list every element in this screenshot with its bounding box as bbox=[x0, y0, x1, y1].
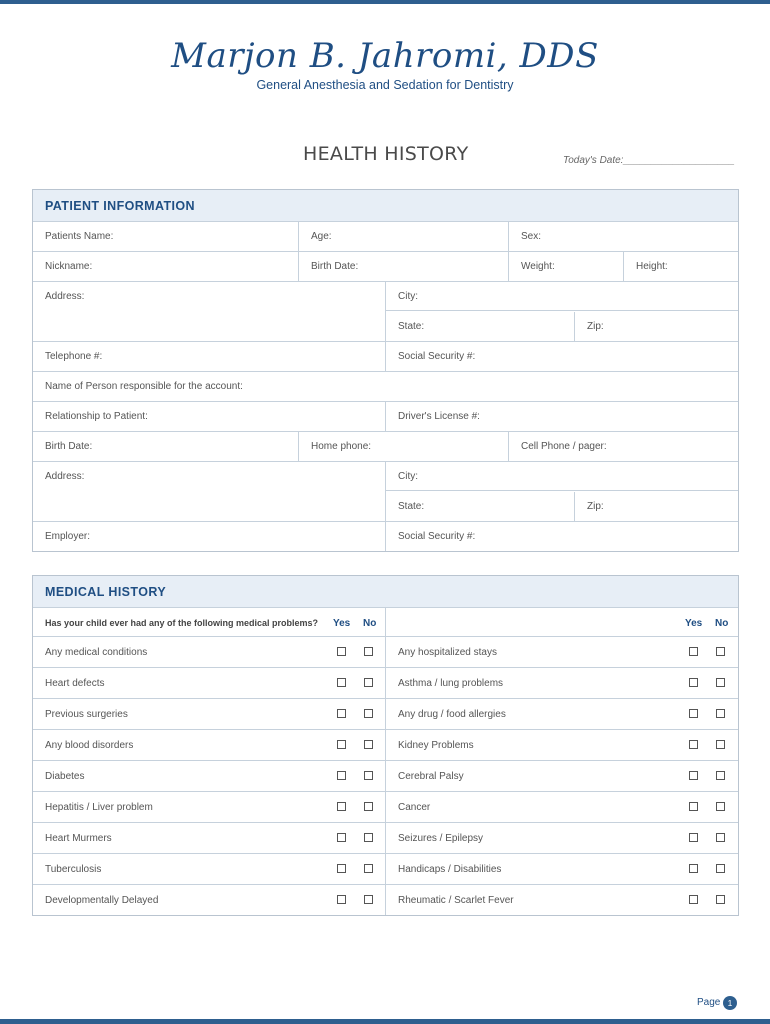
column-divider bbox=[385, 699, 386, 729]
medical-history-row bbox=[33, 761, 738, 792]
medical-history-column-header bbox=[33, 608, 738, 637]
medical-history-row bbox=[33, 854, 738, 885]
field-label: Weight: bbox=[521, 261, 555, 272]
condition-label: Tuberculosis bbox=[45, 864, 102, 875]
page-number-badge: 1 bbox=[723, 996, 737, 1010]
condition-label: Cancer bbox=[398, 802, 431, 813]
responsible-person-field[interactable] bbox=[33, 372, 738, 401]
yes-checkbox[interactable] bbox=[337, 771, 346, 780]
practice-name: Marjon B. Jahromi, DDS bbox=[171, 36, 599, 76]
responsible-city-field[interactable] bbox=[386, 462, 738, 491]
condition-label: Heart Murmers bbox=[45, 833, 112, 844]
no-checkbox[interactable] bbox=[364, 709, 373, 718]
yes-checkbox[interactable] bbox=[689, 709, 698, 718]
field-label: Height: bbox=[636, 261, 668, 272]
column-divider bbox=[385, 730, 386, 760]
field-label: City: bbox=[398, 471, 418, 482]
telephone-field[interactable] bbox=[33, 342, 385, 371]
medical-history-row bbox=[33, 730, 738, 761]
nickname-field[interactable] bbox=[33, 252, 298, 281]
yes-checkbox[interactable] bbox=[337, 864, 346, 873]
page-title: HEALTH HISTORY bbox=[303, 143, 469, 165]
form-row bbox=[33, 462, 738, 522]
no-checkbox[interactable] bbox=[716, 895, 725, 904]
no-checkbox[interactable] bbox=[716, 771, 725, 780]
state-zip-row bbox=[386, 492, 738, 521]
form-row bbox=[33, 282, 738, 342]
letterhead bbox=[0, 36, 770, 92]
zip-field[interactable] bbox=[574, 312, 739, 341]
yes-checkbox[interactable] bbox=[689, 833, 698, 842]
no-checkbox[interactable] bbox=[716, 740, 725, 749]
field-label: Telephone #: bbox=[45, 351, 103, 362]
condition-label: Seizures / Epilepsy bbox=[398, 833, 484, 844]
cell-phone-field[interactable] bbox=[508, 432, 738, 461]
form-row bbox=[33, 432, 738, 462]
field-label: Address: bbox=[45, 291, 85, 302]
state-field[interactable] bbox=[386, 312, 574, 341]
column-divider bbox=[385, 668, 386, 698]
patients-name-field[interactable] bbox=[33, 222, 298, 251]
medical-history-row bbox=[33, 823, 738, 854]
city-field[interactable] bbox=[386, 282, 738, 311]
no-checkbox[interactable] bbox=[364, 771, 373, 780]
column-divider bbox=[385, 608, 386, 636]
column-divider bbox=[385, 792, 386, 822]
social-security-field[interactable] bbox=[385, 342, 738, 371]
top-accent-bar bbox=[0, 0, 770, 4]
relationship-field[interactable] bbox=[33, 402, 385, 431]
column-divider bbox=[385, 637, 386, 667]
employer-field[interactable] bbox=[33, 522, 385, 551]
field-label: Nickname: bbox=[45, 261, 93, 272]
responsible-birth-date-field[interactable] bbox=[33, 432, 298, 461]
form-row bbox=[33, 372, 738, 402]
field-label: Patients Name: bbox=[45, 231, 114, 242]
field-label: Employer: bbox=[45, 531, 91, 542]
medical-history-row bbox=[33, 885, 738, 915]
responsible-city-state-zip-group bbox=[385, 462, 738, 521]
condition-label: Any blood disorders bbox=[45, 740, 134, 751]
no-checkbox[interactable] bbox=[364, 740, 373, 749]
no-checkbox[interactable] bbox=[716, 864, 725, 873]
practice-tagline: General Anesthesia and Sedation for Dentistry bbox=[256, 78, 514, 92]
section-title: MEDICAL HISTORY bbox=[45, 585, 167, 599]
column-divider bbox=[385, 823, 386, 853]
field-label: Birth Date: bbox=[311, 261, 359, 272]
yes-checkbox[interactable] bbox=[689, 678, 698, 687]
yes-header-left: Yes bbox=[333, 618, 351, 629]
condition-label: Any hospitalized stays bbox=[398, 647, 497, 658]
yes-checkbox[interactable] bbox=[337, 647, 346, 656]
condition-label: Cerebral Palsy bbox=[398, 771, 464, 782]
medical-history-row bbox=[33, 668, 738, 699]
drivers-license-field[interactable] bbox=[385, 402, 738, 431]
column-divider bbox=[385, 885, 386, 915]
condition-label: Hepatitis / Liver problem bbox=[45, 802, 153, 813]
condition-label: Any medical conditions bbox=[45, 647, 148, 658]
age-field[interactable] bbox=[298, 222, 508, 251]
field-label: Social Security #: bbox=[398, 351, 476, 362]
field-label: Relationship to Patient: bbox=[45, 411, 148, 422]
column-divider bbox=[385, 854, 386, 884]
medical-history-row bbox=[33, 637, 738, 668]
medical-history-row bbox=[33, 792, 738, 823]
responsible-address-field[interactable] bbox=[33, 462, 385, 521]
no-checkbox[interactable] bbox=[364, 678, 373, 687]
no-checkbox[interactable] bbox=[716, 802, 725, 811]
condition-label: Previous surgeries bbox=[45, 709, 128, 720]
bottom-accent-bar bbox=[0, 1019, 770, 1024]
field-label: Name of Person responsible for the account: bbox=[45, 381, 243, 392]
section-title: PATIENT INFORMATION bbox=[45, 199, 195, 213]
condition-label: Handicaps / Disabilities bbox=[398, 864, 502, 875]
height-field[interactable] bbox=[623, 252, 738, 281]
state-zip-row bbox=[386, 312, 738, 341]
field-label: Cell Phone / pager: bbox=[521, 441, 607, 452]
condition-label: Developmentally Delayed bbox=[45, 895, 159, 906]
no-checkbox[interactable] bbox=[364, 833, 373, 842]
form-row bbox=[33, 222, 738, 252]
yes-checkbox[interactable] bbox=[689, 864, 698, 873]
field-label: City: bbox=[398, 291, 418, 302]
field-label: Home phone: bbox=[311, 441, 372, 452]
field-label: Birth Date: bbox=[45, 441, 93, 452]
medical-history-section bbox=[32, 575, 739, 916]
no-checkbox[interactable] bbox=[364, 647, 373, 656]
condition-label: Kidney Problems bbox=[398, 740, 474, 751]
no-checkbox[interactable] bbox=[364, 802, 373, 811]
yes-checkbox[interactable] bbox=[337, 802, 346, 811]
section-header bbox=[33, 576, 738, 608]
field-label: Zip: bbox=[587, 321, 604, 332]
medical-question: Has your child ever had any of the following medical problems? bbox=[45, 618, 319, 628]
todays-date-field[interactable]: Today's Date:____________________ bbox=[563, 155, 735, 166]
field-label: Social Security #: bbox=[398, 531, 476, 542]
form-row bbox=[33, 522, 738, 551]
home-phone-field[interactable] bbox=[298, 432, 508, 461]
no-header-right: No bbox=[715, 618, 729, 629]
section-header bbox=[33, 190, 738, 222]
yes-checkbox[interactable] bbox=[689, 740, 698, 749]
patient-information-section bbox=[32, 189, 739, 552]
form-row bbox=[33, 252, 738, 282]
yes-checkbox[interactable] bbox=[689, 647, 698, 656]
birth-date-field[interactable] bbox=[298, 252, 508, 281]
field-label: Sex: bbox=[521, 231, 542, 242]
yes-header-right: Yes bbox=[685, 618, 703, 629]
yes-checkbox[interactable] bbox=[689, 895, 698, 904]
no-checkbox[interactable] bbox=[716, 833, 725, 842]
no-checkbox[interactable] bbox=[364, 895, 373, 904]
condition-label: Asthma / lung problems bbox=[398, 678, 504, 689]
condition-label: Diabetes bbox=[45, 771, 85, 782]
no-checkbox[interactable] bbox=[716, 709, 725, 718]
city-state-zip-group bbox=[385, 282, 738, 341]
medical-history-row bbox=[33, 699, 738, 730]
yes-checkbox[interactable] bbox=[337, 895, 346, 904]
medical-history-rows bbox=[33, 637, 738, 915]
field-label: Address: bbox=[45, 471, 85, 482]
no-checkbox[interactable] bbox=[716, 647, 725, 656]
condition-label: Rheumatic / Scarlet Fever bbox=[398, 895, 514, 906]
condition-label: Any drug / food allergies bbox=[398, 709, 506, 720]
responsible-state-field[interactable] bbox=[386, 492, 574, 521]
page-label: Page bbox=[697, 997, 721, 1008]
condition-label: Heart defects bbox=[45, 678, 105, 689]
sex-field[interactable] bbox=[508, 222, 738, 251]
no-checkbox[interactable] bbox=[716, 678, 725, 687]
yes-checkbox[interactable] bbox=[337, 678, 346, 687]
form-row bbox=[33, 342, 738, 372]
yes-checkbox[interactable] bbox=[689, 771, 698, 780]
field-label: State: bbox=[398, 321, 425, 332]
no-header-left: No bbox=[363, 618, 377, 629]
no-checkbox[interactable] bbox=[364, 864, 373, 873]
column-divider bbox=[385, 761, 386, 791]
yes-checkbox[interactable] bbox=[337, 740, 346, 749]
field-label: Age: bbox=[311, 231, 332, 242]
address-field[interactable] bbox=[33, 282, 385, 341]
field-label: State: bbox=[398, 501, 425, 512]
yes-checkbox[interactable] bbox=[337, 709, 346, 718]
field-label: Driver's License #: bbox=[398, 411, 480, 422]
yes-checkbox[interactable] bbox=[337, 833, 346, 842]
form-row bbox=[33, 402, 738, 432]
field-label: Zip: bbox=[587, 501, 604, 512]
weight-field[interactable] bbox=[508, 252, 623, 281]
responsible-social-security-field[interactable] bbox=[385, 522, 738, 551]
yes-checkbox[interactable] bbox=[689, 802, 698, 811]
responsible-zip-field[interactable] bbox=[574, 492, 739, 521]
